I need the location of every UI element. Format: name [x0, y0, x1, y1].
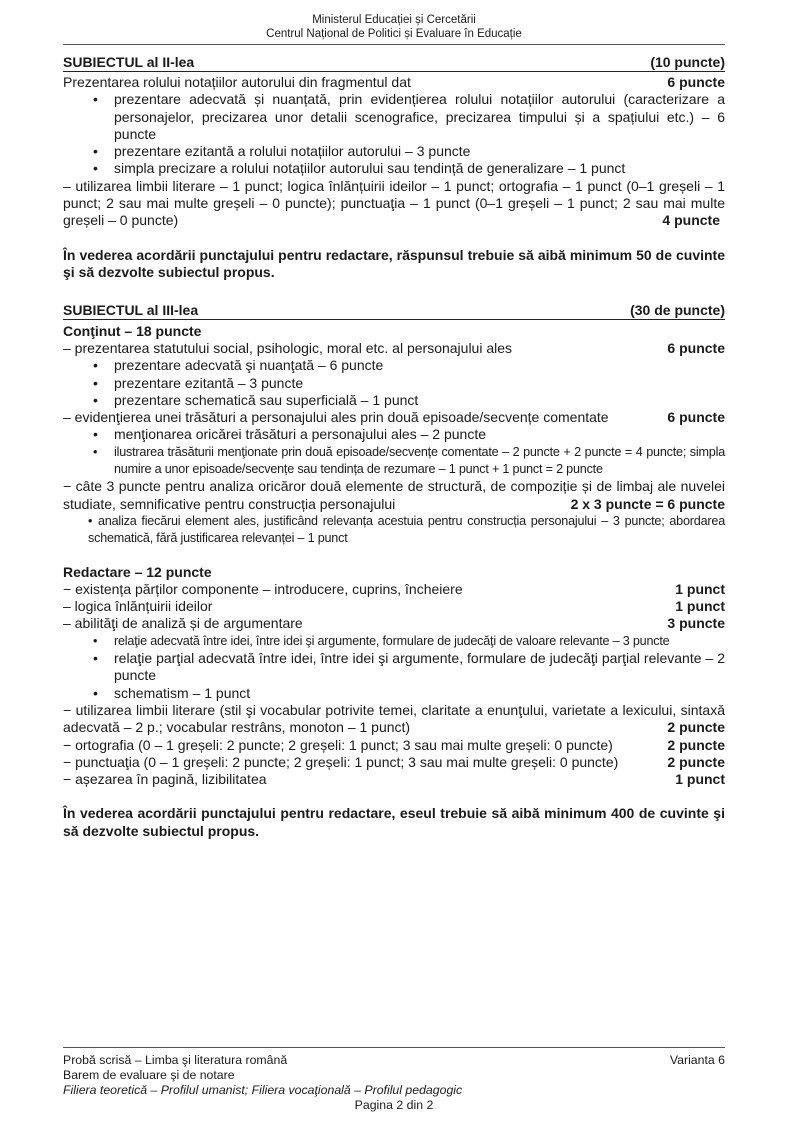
- bullet-item: • prezentare ezitantă a rolului notațiilor autorului – 3 puncte: [63, 143, 725, 160]
- bullet-item: • prezentare ezitantă – 3 puncte: [63, 375, 725, 392]
- criterion-row: – logica înlănțuirii ideilor 1 punct: [63, 598, 725, 615]
- bullet-item: • ilustrarea trăsăturii menţionate prin două episoade/secvențe comentate – 2 puncte + 2 puncte = 4 puncte; simpla numire a unor episoade/secvențe sau tendința de rezumare – 1 punct + 1 punct = 2 puncte: [63, 444, 725, 479]
- variant-label: Varianta 6: [669, 1053, 725, 1067]
- subject-2-note: În vederea acordării punctajului pentru redactare, răspunsul trebuie să aibă minimum 50 de cuvinte şi să dezvolte subiectul propus.: [63, 246, 725, 281]
- subject-2-points: (10 puncte): [650, 54, 725, 70]
- document-page: [63, 0, 725, 840]
- subject-3-heading: [63, 301, 725, 320]
- profile-label: Filiera teoretică – Profilul umanist; Filiera vocaţională – Profilul pedagogic: [63, 1083, 463, 1097]
- criterion-row: − utilizarea limbii literare (stil şi vocabular potrivite temei, claritate a enunţului, varietate a lexicului, sintaxă adecvată – 2 p.; vocabular restrâns, monoton – 1 punct) 2 puncte: [63, 701, 725, 736]
- criterion-row: − ortografia (0 – 1 greșeli: 2 puncte; 2 greșeli: 1 punct; 3 sau mai multe greșeli: 0 puncte) 2 puncte: [63, 736, 725, 753]
- subject-2-title: SUBIECTUL al II-lea: [63, 54, 195, 70]
- criterion-row: – evidenţierea unei trăsături a personajului ales prin două episoade/secvențe comentate 6 puncte: [63, 409, 725, 426]
- writing-heading: Redactare – 12 puncte: [63, 563, 212, 580]
- bullet-item: • schematism – 1 punct: [63, 685, 725, 702]
- bullet-item: • simpla precizare a rolului notațiilor autorului sau tendință de generalizare – 1 punct: [63, 160, 725, 177]
- criterion-row: – abilităţi de analiză și de argumentare 3 puncte: [63, 615, 725, 632]
- page-header: [63, 0, 725, 41]
- subject-3-title: SUBIECTUL al III-lea: [63, 301, 199, 318]
- bullet-item: • relaţie adecvată între idei, între idei şi argumente, formulare de judecăţi de valoare relevante – 3 puncte: [63, 633, 725, 650]
- page-number: Pagina 2 din 2: [354, 1098, 434, 1112]
- criterion-row: – utilizarea limbii literare – 1 punct; logica înlănțuirii ideilor – 1 punct; ortografia – 1 punct (0–1 greșeli – 1 punct; 2 sau mai multe greșeli – 0 puncte); punctuaţia – 1 punct (0–1 greșeli – 1 punct; 2 sau mai multe greșeli – 0 puncte) 4 puncte: [63, 177, 725, 229]
- content-heading: Conţinut – 18 puncte: [63, 322, 202, 339]
- ministry-name: Ministerul Educației și Cercetării: [312, 14, 476, 26]
- criterion-row: − câte 3 puncte pentru analiza oricăror două elemente de structură, de compoziție și de limbaj ale nuvelei studiate, semnificative pentru construcția personajului 2 x 3 puncte = 6 puncte: [63, 478, 725, 512]
- criterion-row: – prezentarea statutului social, psihologic, moral etc. al personajului ales 6 puncte: [63, 339, 725, 356]
- criterion-row: − punctuaţia (0 – 1 greșeli: 2 puncte; 2 greșeli: 1 punct; 3 sau mai multe greșeli: 0 puncte) 2 puncte: [63, 753, 725, 770]
- barem-label: Barem de evaluare şi de notare: [63, 1068, 235, 1082]
- bullet-item: • analiza fiecărui element ales, justificând relevanța acestuia pentru construcția personajului – 3 puncte; abordarea schematică, fără justificarea relevanței – 1 punct: [88, 513, 725, 546]
- bullet-item: • prezentare adecvată și nuanțată, prin evidențierea rolului notațiilor autorului (caracterizare a personajelor, precizarea unor detalii scenografice, precizarea timpului și a spațiului etc.) – 6 puncte: [63, 91, 725, 143]
- header-divider: [63, 44, 725, 45]
- bullet-item: • relaţie parţial adecvată între idei, între idei şi argumente, formulare de judecăţi parţial relevante – 2 puncte: [63, 650, 725, 685]
- exam-name: Probă scrisă – Limba şi literatura română: [63, 1053, 288, 1067]
- criterion-row: − existența părților componente – introducere, cuprins, încheiere 1 punct: [63, 580, 725, 597]
- subject-3-note: În vederea acordării punctajului pentru redactare, eseul trebuie să aibă minimum 400 de cuvinte şi să dezvolte subiectul propus.: [63, 805, 725, 839]
- subject-2-heading: [63, 53, 725, 72]
- criterion-row: Prezentarea rolului notațiilor autorului din fragmentul dat 6 puncte: [63, 74, 725, 90]
- bullet-item: • menţionarea oricărei trăsături a personajului ales – 2 puncte: [63, 426, 725, 443]
- criterion-row: − așezarea în pagină, lizibilitatea 1 punct: [63, 771, 725, 788]
- bullet-icon: •: [88, 513, 93, 528]
- bullet-item: • prezentare schematică sau superficială – 1 punct: [63, 392, 725, 409]
- bullet-item: • prezentare adecvată şi nuanţată – 6 puncte: [63, 357, 725, 374]
- page-footer: [63, 1047, 725, 1113]
- center-name: Centrul Național de Politici și Evaluare în Educație: [266, 28, 522, 40]
- subject-3-points: (30 de puncte): [630, 301, 725, 318]
